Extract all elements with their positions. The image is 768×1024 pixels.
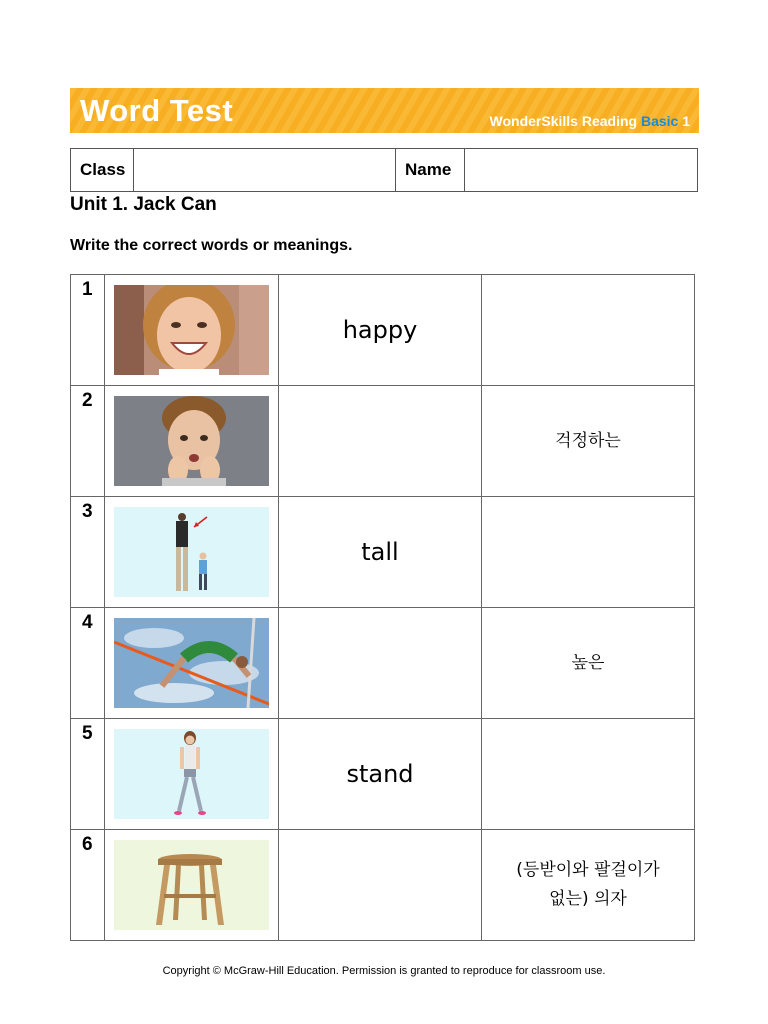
word-cell[interactable]: tall [279,497,482,608]
table-row [71,275,695,386]
row-number: 4 [71,608,105,719]
worried-boy-photo [114,396,269,486]
meaning-cell[interactable] [482,830,695,941]
laughing-girl-photo [114,285,269,375]
meaning-line-1: (등받이와 팔걸이가 [516,860,660,880]
row-number: 1 [71,275,105,386]
class-field[interactable] [134,149,396,192]
meaning-cell[interactable] [482,497,695,608]
level-label: Basic [640,113,679,129]
row-number: 5 [71,719,105,830]
wooden-stool-photo [114,840,269,930]
meaning-cell[interactable]: 높은 [482,608,695,719]
table-row [71,386,695,497]
table-row [71,830,695,941]
word-cell[interactable]: happy [279,275,482,386]
tall-man-and-child-photo [114,507,269,597]
table-row [71,497,695,608]
row-number: 3 [71,497,105,608]
row-number: 2 [71,386,105,497]
name-label: Name [396,149,465,192]
word-table [70,274,695,941]
meaning-line-2: 없는) 의자 [549,889,627,909]
standing-girl-photo [114,729,269,819]
series-label [490,113,690,129]
series-name: WonderSkills Reading [489,113,638,129]
name-field[interactable] [465,149,698,192]
instruction-text: Write the correct words or meanings. [70,237,353,254]
page-title: Word Test [80,93,234,128]
class-name-table [70,148,698,192]
table-row [71,719,695,830]
word-cell[interactable]: stand [279,719,482,830]
high-jump-athlete-photo [114,618,269,708]
table-row [71,608,695,719]
title-banner [70,88,699,133]
copyright-footer: Copyright © McGraw-Hill Education. Permission is granted to reproduce for classroom use. [162,965,606,977]
word-cell[interactable] [279,386,482,497]
unit-title: Unit 1. Jack Can [70,194,217,215]
level-number: 1 [682,113,690,129]
row-number: 6 [71,830,105,941]
class-label: Class [71,149,134,192]
word-cell[interactable] [279,830,482,941]
word-cell[interactable] [279,608,482,719]
meaning-cell[interactable]: 걱정하는 [482,386,695,497]
meaning-cell[interactable] [482,275,695,386]
meaning-cell[interactable] [482,719,695,830]
